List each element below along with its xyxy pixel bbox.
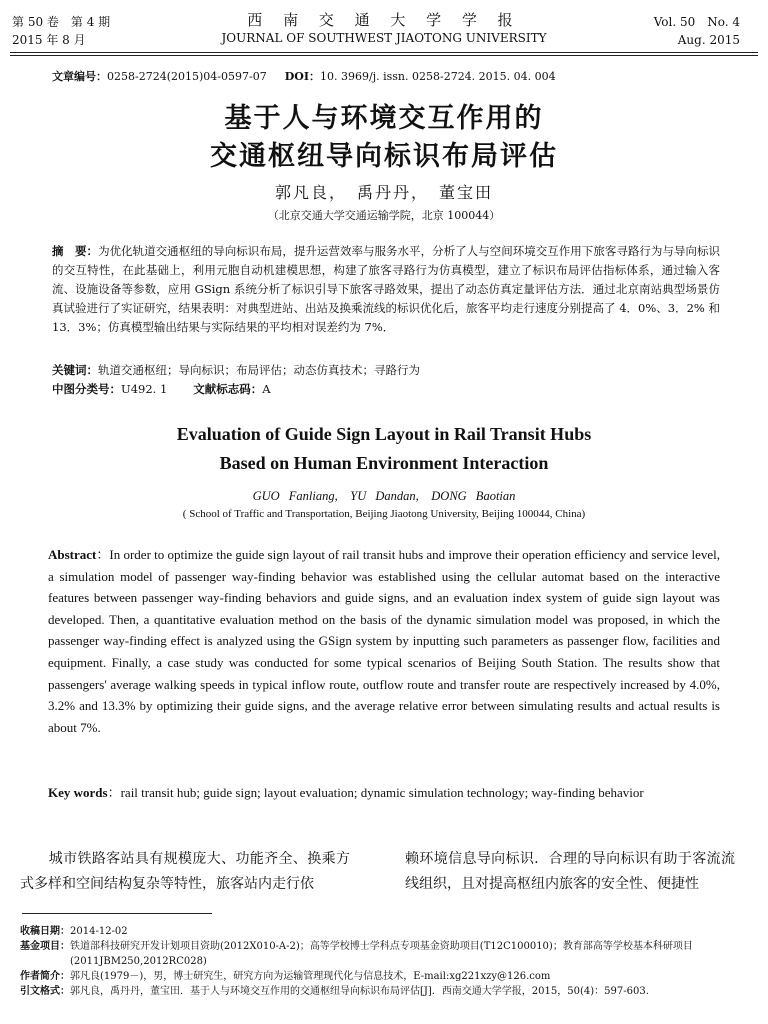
header-date-cn: 2015 年 8 月 bbox=[12, 33, 86, 47]
affiliation-en: ( School of Traffic and Transportation, Beijing Jiaotong University, Beijing 100044, China) bbox=[182, 508, 586, 520]
footnote-text: 郭凡良(1979－)，男，博士研究生，研究方向为运输管理现代化与信息技术，E-mail:xg221xzy@126.com bbox=[70, 971, 551, 982]
clc-value: U492. 1 bbox=[121, 382, 168, 396]
doi-value: 10. 3969/j. issn. 0258-2724. 2015. 04. 004 bbox=[320, 70, 556, 83]
footnote-divider bbox=[22, 913, 212, 914]
header-volume-block bbox=[12, 13, 110, 49]
abstract-cn-text: 为优化轨道交通枢纽的导向标识布局，提升运营效率与服务水平，分析了人与空间环境交互作用下旅客寻路行为与导向标识的交互特性，在此基础上，利用元胞自动机建模思想，构建了旅客寻路行为仿真模型，建立了标识布局评估指标体系，通过输入客流、设施设备等参数，应用 GSign 系统分析了标识引导下旅客寻路效果，提出了动态仿真定量评估方法．通过北京南站典型场景仿真试验进行了实证研究，结果表明：对典型进站、出站及换乘流线的标识优化后，旅客平均走行速度分别提高了 4．0%、3．2% 和 13．3%；仿真模型输出结果与实际结果的平均相对误差约为 7%． bbox=[52, 244, 721, 334]
header-volume-issue-cn: 第 50 卷 第 4 期 bbox=[12, 15, 111, 29]
keywords-en-label: Key words bbox=[48, 785, 108, 800]
keywords-en bbox=[48, 782, 720, 804]
footnote-label: 引文格式： bbox=[20, 986, 70, 997]
title-cn bbox=[0, 100, 768, 176]
title-en-line1: Evaluation of Guide Sign Layout in Rail Transit Hubs bbox=[176, 424, 592, 444]
journal-name-cn: 西 南 交 通 大 学 学 报 bbox=[247, 11, 521, 29]
footnote-funding bbox=[20, 939, 755, 969]
doi-label: DOI： bbox=[284, 70, 320, 83]
footnote-received bbox=[20, 924, 755, 939]
abstract-en bbox=[48, 544, 720, 738]
footnote-text: 2014-12-02 bbox=[70, 926, 128, 937]
header-journal-block bbox=[200, 11, 568, 47]
abstract-en-label: Abstract bbox=[48, 547, 97, 562]
classification-cn bbox=[52, 380, 271, 399]
authors-cn: 郭凡良， 禹丹丹， 董宝田 bbox=[274, 183, 493, 202]
body-column-right: 赖环境信息导向标识．合理的导向标识有助于客流流线组织，且对提高枢纽内旅客的安全性、便捷性 bbox=[405, 851, 735, 892]
article-no: 0258-2724(2015)04-0597-07 bbox=[107, 70, 267, 83]
footnote-author-bio bbox=[20, 969, 755, 984]
footnote-text: 铁道部科技研究开发计划项目资助(2012X010-A-2)；高等学校博士学科点专项基金资助项目(T12C100010)；教育部高等学校基本科研项目(2011JBM250,2012RC028) bbox=[70, 941, 693, 967]
footnote-label: 作者简介： bbox=[20, 971, 70, 982]
clc-label: 中图分类号： bbox=[52, 382, 121, 396]
abstract-cn bbox=[52, 242, 720, 337]
title-cn-line2: 交通枢纽导向标识布局评估 bbox=[210, 141, 558, 172]
header-volume-en-block bbox=[654, 13, 740, 49]
footnote-label: 收稿日期： bbox=[20, 926, 70, 937]
doc-code-label: 文献标志码： bbox=[193, 382, 263, 396]
title-en-line2: Based on Human Environment Interaction bbox=[219, 453, 549, 473]
header-date-en: Aug. 2015 bbox=[677, 33, 740, 47]
footnote-label: 基金项目： bbox=[20, 941, 70, 952]
journal-name-en: JOURNAL OF SOUTHWEST JIAOTONG UNIVERSITY bbox=[221, 31, 547, 45]
keywords-cn-label: 关键词： bbox=[52, 363, 98, 377]
footnote-text: 郭凡良，禹丹丹，董宝田．基于人与环境交互作用的交通枢纽导向标识布局评估[J]．西南交通大学学报，2015，50(4)：597-603. bbox=[70, 986, 649, 997]
article-meta-line bbox=[52, 68, 556, 84]
article-no-label: 文章编号： bbox=[52, 70, 107, 83]
keywords-cn bbox=[52, 361, 720, 380]
title-cn-line1: 基于人与环境交互作用的 bbox=[224, 103, 544, 134]
abstract-en-text: ：In order to optimize the guide sign layout of rail transit hubs and improve their operation efficiency and service level, a simulation model of passenger way-finding behavior was established using the cellular automat based on the interactive features between passenger way-finding behaviors and guide signs, and an evaluation index system of guide sign layout was developed. Then, a quantitative evaluation method on the basis of the dynamic simulation model was proposed, in which the passenger way-finding effect is analyzed using the GSign system by inputting such parameters as passenger flow, facilities and equipment. Finally, a case study was conducted for some typical scenarios of Beijing South Station. The results show that passengers' average walking speeds in typical inflow route, outflow route and transfer route are respectively increased by 4.0%, 3.2% and 13.3% by optimizing their guide signs, and the average relative error between simulating results and actual results is about 7%. bbox=[48, 547, 720, 735]
footnote-citation bbox=[20, 984, 755, 999]
authors-en: GUO Fanliang, YU Dandan, DONG Baotian bbox=[252, 489, 516, 503]
keywords-en-text: ：rail transit hub; guide sign; layout evaluation; dynamic simulation technology; way-finding behavior bbox=[107, 785, 644, 800]
header-volume-issue-en: Vol. 50 No. 4 bbox=[653, 15, 740, 29]
keywords-cn-text: 轨道交通枢纽；导向标识；布局评估；动态仿真技术；寻路行为 bbox=[98, 363, 420, 377]
header-divider bbox=[10, 52, 758, 56]
affiliation-cn: （北京交通大学交通运输学院，北京 100044） bbox=[267, 209, 501, 222]
abstract-cn-label: 摘 要： bbox=[52, 244, 99, 258]
title-en bbox=[0, 420, 768, 478]
footnotes bbox=[20, 924, 755, 999]
doc-code-value: A bbox=[262, 382, 271, 396]
body-column-left: 城市铁路客站具有规模庞大、功能齐全、换乘方式多样和空间结构复杂等特性，旅客站内走行依 bbox=[20, 851, 350, 892]
